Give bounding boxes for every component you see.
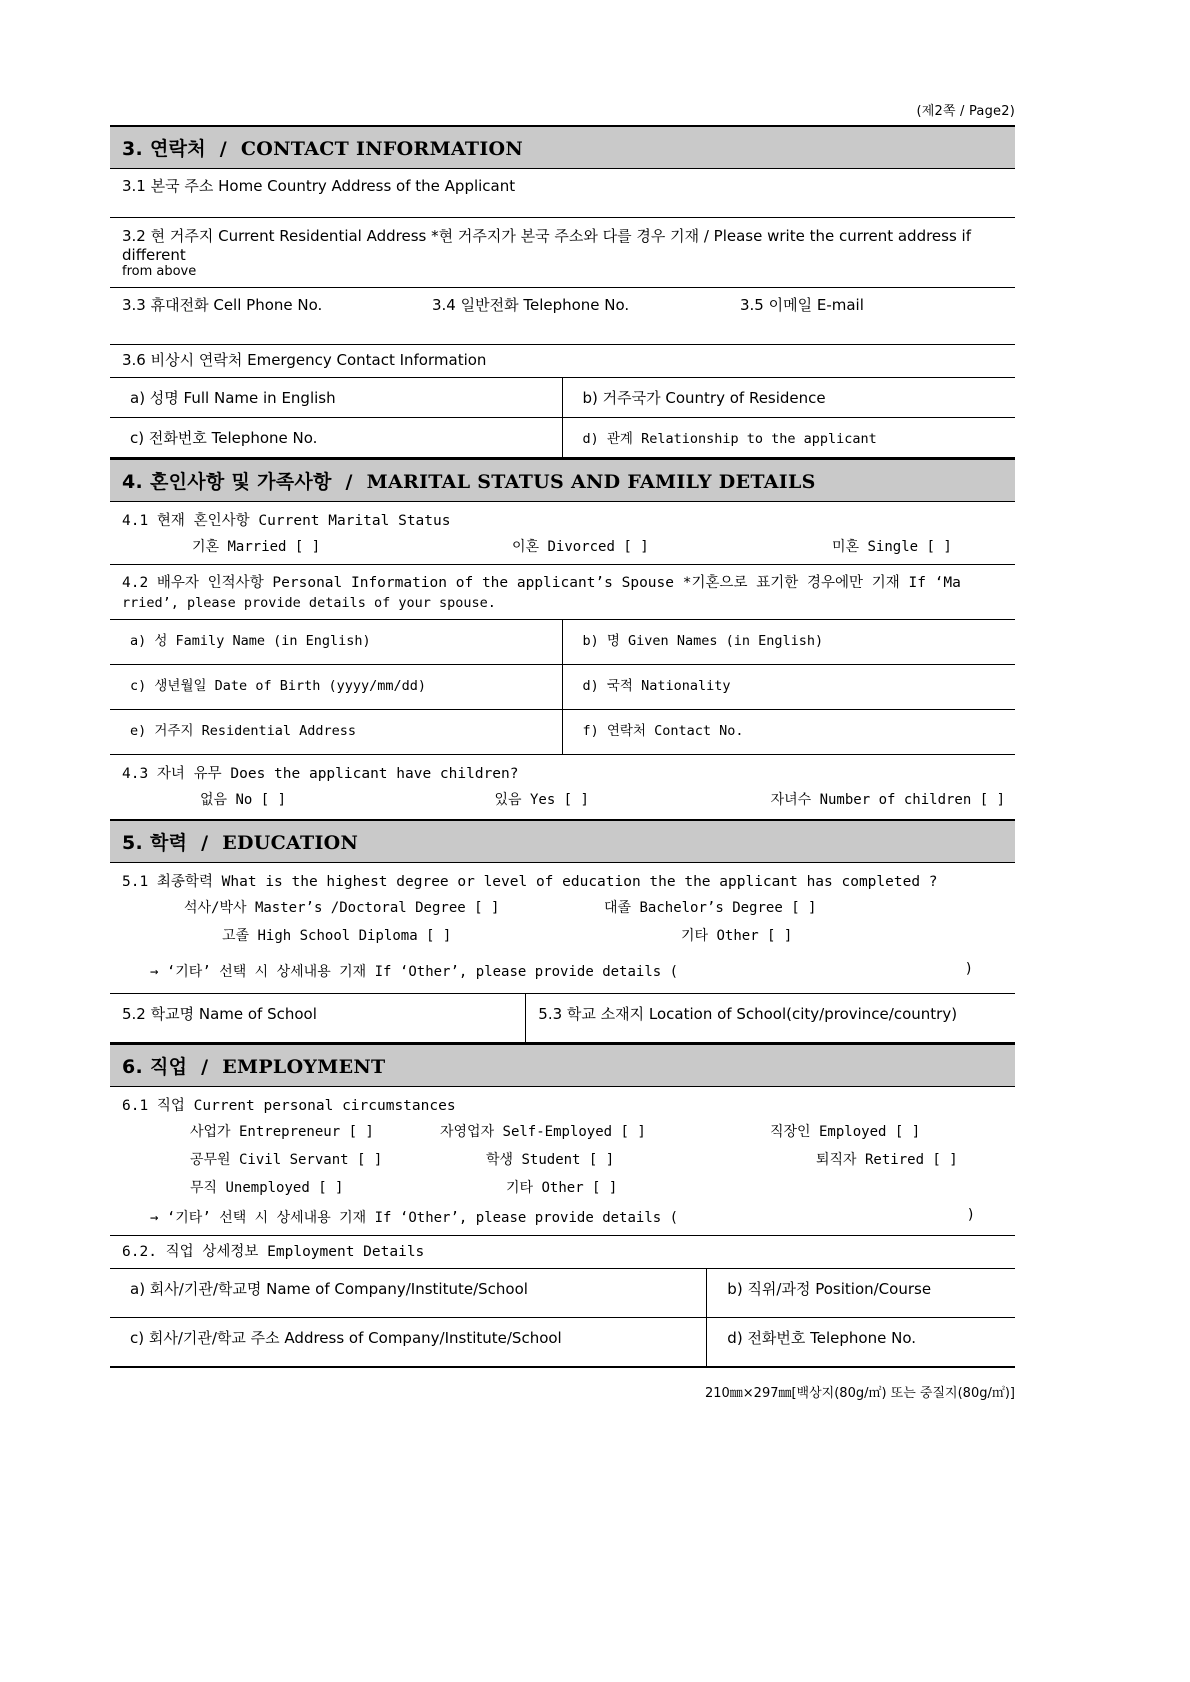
label-cell-phone: 3.3 휴대전화 Cell Phone No. xyxy=(122,296,323,314)
label-highest-education xyxy=(110,863,1015,893)
form-page xyxy=(110,100,1015,1401)
field-emergency-relationship[interactable] xyxy=(563,418,1016,457)
row-emergency-name-country xyxy=(110,378,1015,418)
label-emergency-contact: 3.6 비상시 연락처 Emergency Contact Information xyxy=(122,351,487,369)
label-children-question xyxy=(110,755,1015,785)
label-entrepreneur: 사업가 Entrepreneur [ ] xyxy=(190,1123,374,1140)
field-emergency-telephone[interactable] xyxy=(110,418,563,457)
checkbox-education-other[interactable] xyxy=(642,925,792,945)
label-unemployed: 무직 Unemployed [ ] xyxy=(190,1179,344,1196)
label-employed: 직장인 Employed [ ] xyxy=(770,1123,921,1140)
label-current-circumstances xyxy=(110,1087,1015,1117)
label-company-name: a) 회사/기관/학교명 Name of Company/Institute/School xyxy=(130,1279,528,1298)
label-telephone: 3.4 일반전화 Telephone No. xyxy=(432,296,630,314)
checkbox-self-employed[interactable] xyxy=(440,1121,770,1141)
label-retired: 퇴직자 Retired [ ] xyxy=(816,1151,958,1168)
label-school-location: 5.3 학교 소재지 Location of School(city/province/country) xyxy=(538,1004,958,1023)
checkbox-bachelor[interactable] xyxy=(604,897,816,917)
row-spouse-dob-nationality xyxy=(110,665,1015,710)
section-6-title-en: EMPLOYMENT xyxy=(222,1055,386,1078)
label-employment-details-text: 6.2. 직업 상세정보 Employment Details xyxy=(122,1243,425,1260)
field-school-name[interactable] xyxy=(110,994,526,1042)
label-employment-other-details: → ‘기타’ 선택 시 상세내용 기재 If ‘Other’, please provide details ( xyxy=(150,1209,679,1226)
field-employment-other-details[interactable] xyxy=(110,1201,1015,1236)
field-spouse-address[interactable] xyxy=(110,710,563,754)
label-employment-other: 기타 Other [ ] xyxy=(506,1179,618,1196)
label-position-course: b) 직위/과정 Position/Course xyxy=(727,1279,932,1298)
field-spouse-given-names[interactable] xyxy=(563,620,1016,664)
choices-education-row-2 xyxy=(110,921,1015,951)
field-emergency-full-name[interactable] xyxy=(110,378,563,417)
label-spouse-dob: c) 생년월일 Date of Birth (yyyy/mm/dd) xyxy=(130,677,426,694)
field-spouse-info-heading xyxy=(110,565,1015,620)
choices-education-row-1 xyxy=(110,893,1015,921)
label-company-telephone: d) 전화번호 Telephone No. xyxy=(727,1328,917,1347)
checkbox-retired[interactable] xyxy=(816,1149,958,1169)
label-email: 3.5 이메일 E-mail xyxy=(740,296,864,314)
label-current-circumstances-text: 6.1 직업 Current personal circumstances xyxy=(122,1097,456,1114)
label-home-country-address: 3.1 본국 주소 Home Country Address of the Applicant xyxy=(122,177,516,195)
row-spouse-names xyxy=(110,620,1015,665)
label-education-other: 기타 Other [ ] xyxy=(681,927,793,944)
field-current-residential-address[interactable] xyxy=(110,218,1015,288)
label-married: 기혼 Married [ ] xyxy=(192,538,321,555)
section-4-title-kr: 혼인사항 및 가족사항 xyxy=(149,470,332,493)
row-company-address-telephone xyxy=(110,1318,1015,1368)
field-spouse-dob[interactable] xyxy=(110,665,563,709)
label-current-marital-status xyxy=(110,502,1015,532)
checkbox-civil-servant[interactable] xyxy=(122,1149,440,1169)
section-3-title-en: CONTACT INFORMATION xyxy=(240,138,524,160)
field-company-telephone[interactable] xyxy=(707,1318,1015,1366)
paper-spec-footer: 210㎜×297㎜[백상지(80g/㎡) 또는 중질지(80g/㎡)] xyxy=(704,1385,1015,1401)
label-highest-education-text: 5.1 최종학력 What is the highest degree or level of education the the applicant has completed ? xyxy=(122,873,938,890)
label-spouse-address: e) 거주지 Residential Address xyxy=(130,722,357,739)
field-school-location[interactable] xyxy=(526,994,1015,1042)
field-number-of-children[interactable] xyxy=(771,789,1005,809)
field-company-name[interactable] xyxy=(110,1269,707,1317)
section-5-number: 5. xyxy=(122,831,144,854)
checkbox-student[interactable] xyxy=(440,1149,816,1169)
choices-employment-row-1 xyxy=(110,1117,1015,1145)
section-header-contact-information: 3. 연락처 / CONTACT INFORMATION xyxy=(110,125,1015,169)
section-6-title-kr: 직업 xyxy=(149,1055,188,1078)
label-spouse-family-name: a) 성 Family Name (in English) xyxy=(130,632,371,649)
label-school-name: 5.2 학교명 Name of School xyxy=(122,1004,317,1023)
checkbox-children-yes[interactable] xyxy=(494,789,770,809)
label-education-other-close: ) xyxy=(964,960,973,977)
label-student: 학생 Student [ ] xyxy=(486,1151,615,1168)
checkbox-children-no[interactable] xyxy=(122,789,494,809)
label-bachelor: 대졸 Bachelor’s Degree [ ] xyxy=(604,899,817,916)
field-spouse-nationality[interactable] xyxy=(563,665,1016,709)
field-position-course[interactable] xyxy=(707,1269,1015,1317)
label-emergency-telephone: c) 전화번호 Telephone No. xyxy=(130,428,318,447)
checkbox-unemployed[interactable] xyxy=(122,1177,440,1197)
label-employment-details-heading xyxy=(110,1236,1015,1269)
label-children-text: 4.3 자녀 유무 Does the applicant have children? xyxy=(122,765,519,782)
field-education-other-details[interactable] xyxy=(110,951,1015,994)
field-emergency-country[interactable] xyxy=(563,378,1016,417)
checkbox-entrepreneur[interactable] xyxy=(122,1121,440,1141)
row-company-name-position xyxy=(110,1269,1015,1318)
label-number-of-children: 자녀수 Number of children [ ] xyxy=(770,791,1005,808)
label-children-yes: 있음 Yes [ ] xyxy=(494,791,589,808)
label-divorced: 이혼 Divorced [ ] xyxy=(512,538,649,555)
choices-marital-status xyxy=(110,532,1015,565)
checkbox-divorced[interactable] xyxy=(512,536,832,556)
field-phone-email-row[interactable] xyxy=(110,288,1015,345)
label-single: 미혼 Single [ ] xyxy=(832,538,952,555)
field-emergency-contact-heading xyxy=(110,345,1015,378)
checkbox-high-school[interactable] xyxy=(122,925,642,945)
checkbox-employment-other[interactable] xyxy=(440,1177,836,1197)
page-marker: (제2쪽 / Page2) xyxy=(916,104,1015,119)
field-company-address[interactable] xyxy=(110,1318,707,1366)
label-spouse-nationality: d) 국적 Nationality xyxy=(582,677,731,694)
row-emergency-tel-relationship xyxy=(110,418,1015,458)
row-school-name-location xyxy=(110,994,1015,1043)
label-children-no: 없음 No [ ] xyxy=(200,791,287,808)
label-employment-other-close: ) xyxy=(966,1206,975,1223)
choices-employment-row-2 xyxy=(110,1145,1015,1173)
label-emergency-relationship: d) 관계 Relationship to the applicant xyxy=(582,430,877,447)
label-spouse-info: 4.2 배우자 인적사항 Personal Information of the applicant’s Spouse *기혼으로 표기한 경우에만 기재 If ‘Ma xyxy=(122,574,961,591)
label-spouse-given-names: b) 명 Given Names (in English) xyxy=(582,632,824,649)
field-spouse-contact[interactable] xyxy=(563,710,1016,754)
label-civil-servant: 공무원 Civil Servant [ ] xyxy=(190,1151,383,1168)
section-3-title-kr: 연락처 xyxy=(149,138,206,160)
checkbox-master-doctoral[interactable] xyxy=(122,897,604,917)
section-3-number: 3. xyxy=(122,138,144,160)
field-spouse-family-name[interactable] xyxy=(110,620,563,664)
choices-children xyxy=(110,785,1015,819)
label-emergency-country: b) 거주국가 Country of Residence xyxy=(582,388,826,407)
section-header-education: 5. 학력 / EDUCATION xyxy=(110,819,1015,863)
section-header-employment: 6. 직업 / EMPLOYMENT xyxy=(110,1043,1015,1087)
label-company-address: c) 회사/기관/학교 주소 Address of Company/Institute/School xyxy=(130,1328,562,1347)
section-6-number: 6. xyxy=(122,1055,144,1078)
checkbox-employed[interactable] xyxy=(770,1121,920,1141)
label-current-residential-address: 3.2 현 거주지 Current Residential Address *현 거주지가 본국 주소와 다를 경우 기재 / Please write the current address if different xyxy=(122,227,971,264)
section-5-title-en: EDUCATION xyxy=(222,831,359,854)
label-marital-status-text: 4.1 현재 혼인사항 Current Marital Status xyxy=(122,512,451,529)
section-4-title-en: MARITAL STATUS AND FAMILY DETAILS xyxy=(366,470,816,493)
section-header-marital-status: 4. 혼인사항 및 가족사항 / MARITAL STATUS AND FAMILY DETAILS xyxy=(110,458,1015,502)
checkbox-single[interactable] xyxy=(832,536,952,556)
label-self-employed: 자영업자 Self-Employed [ ] xyxy=(440,1123,646,1140)
field-home-country-address[interactable] xyxy=(110,169,1015,218)
section-5-title-kr: 학력 xyxy=(149,831,188,854)
label-spouse-contact: f) 연락처 Contact No. xyxy=(582,722,744,739)
label-high-school: 고졸 High School Diploma [ ] xyxy=(222,927,452,944)
checkbox-married[interactable] xyxy=(122,536,512,556)
label-spouse-info-cont: rried’, please provide details of your spouse. xyxy=(122,594,496,611)
label-emergency-full-name: a) 성명 Full Name in English xyxy=(130,388,336,407)
label-master-doctoral: 석사/박사 Master’s /Doctoral Degree [ ] xyxy=(184,899,500,916)
label-education-other-details: → ‘기타’ 선택 시 상세내용 기재 If ‘Other’, please provide details ( xyxy=(150,963,679,980)
choices-employment-row-3 xyxy=(110,1173,1015,1201)
label-current-residential-address-cont: from above xyxy=(122,264,197,279)
row-spouse-address-contact xyxy=(110,710,1015,755)
section-4-number: 4. xyxy=(122,470,144,493)
